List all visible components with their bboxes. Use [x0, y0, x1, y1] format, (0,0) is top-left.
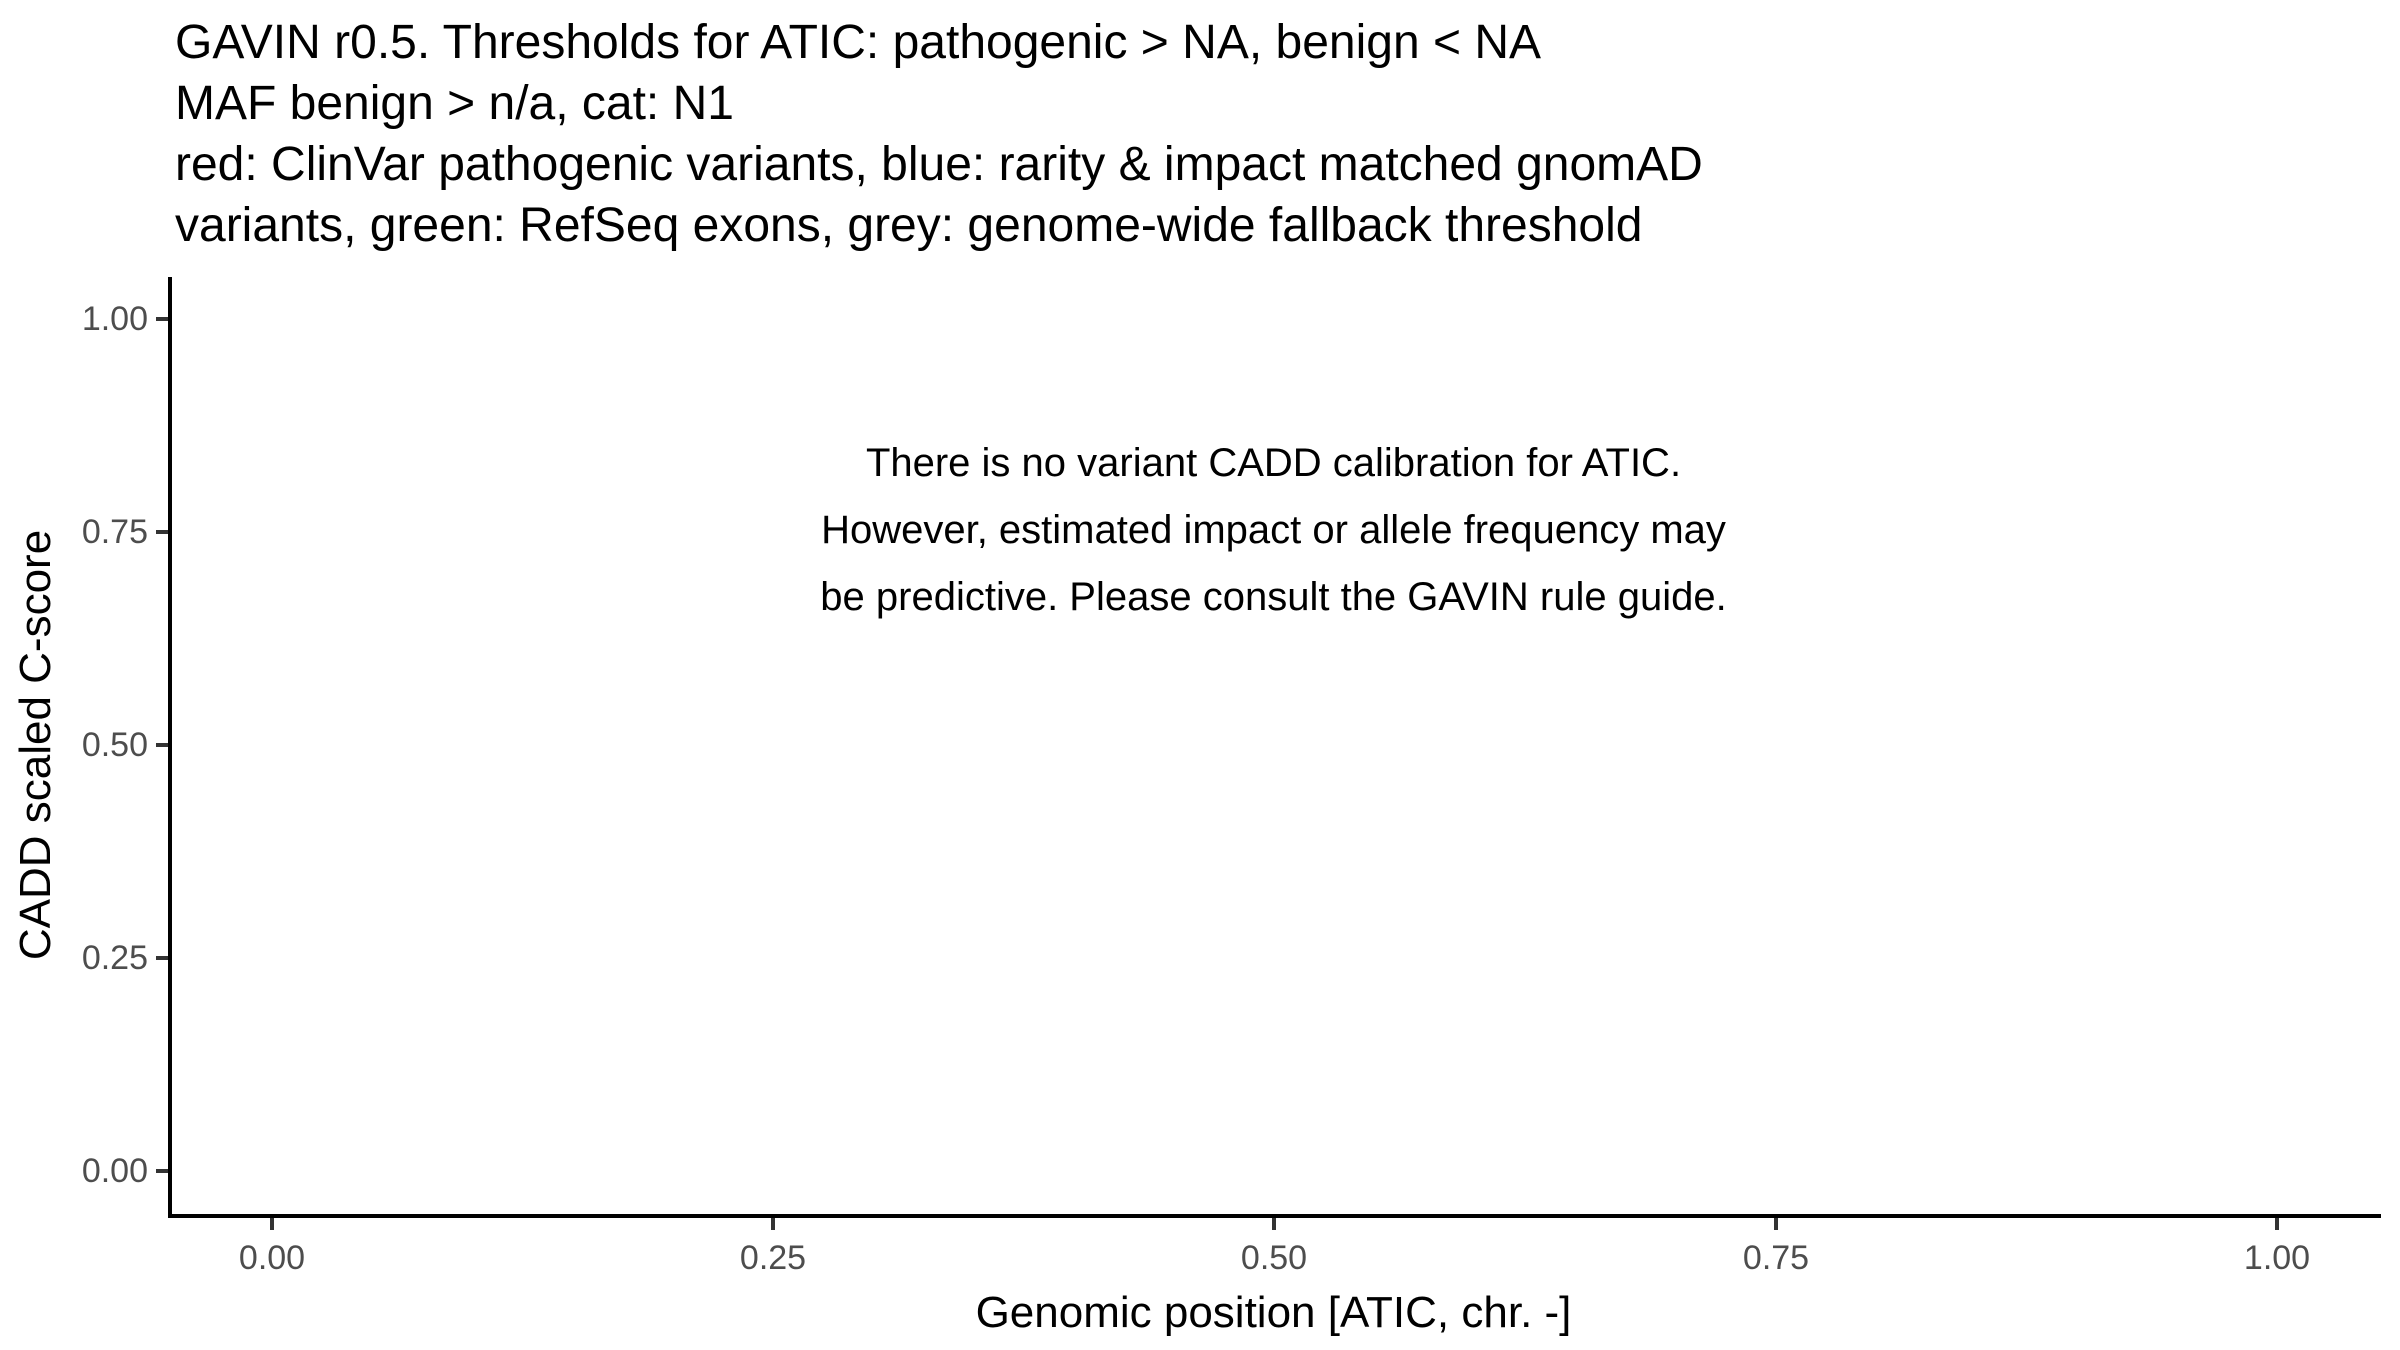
x-tick-mark: [2275, 1218, 2279, 1230]
y-tick-mark: [156, 530, 168, 534]
x-tick-label: 0.50: [1240, 1239, 1308, 1277]
y-axis-line: [168, 277, 172, 1218]
no-calibration-annotation: [170, 430, 2377, 631]
y-tick-mark: [156, 956, 168, 960]
chart-title: [175, 12, 1703, 256]
y-tick-label: 0.25: [81, 939, 148, 977]
y-tick-mark: [156, 317, 168, 321]
chart-title-line-2: MAF benign > n/a, cat: N1: [175, 77, 734, 130]
y-axis-title: CADD scaled C-score: [11, 529, 60, 961]
x-tick-mark: [270, 1218, 274, 1230]
x-tick-mark: [771, 1218, 775, 1230]
x-tick-label: 0.00: [238, 1239, 306, 1277]
chart-title-line-3: red: ClinVar pathogenic variants, blue: rarity & impact matched gnomAD: [175, 138, 1703, 191]
annotation-line-2: However, estimated impact or allele frequency may: [821, 508, 1726, 552]
x-tick-label: 1.00: [2243, 1239, 2311, 1277]
annotation-line-1: There is no variant CADD calibration for ATIC.: [865, 441, 1682, 485]
chart-title-line-4: variants, green: RefSeq exons, grey: genome-wide fallback threshold: [175, 199, 1643, 252]
y-tick-label: 0.00: [81, 1152, 148, 1190]
y-tick-mark: [156, 1169, 168, 1173]
annotation-line-3: be predictive. Please consult the GAVIN rule guide.: [820, 575, 1727, 619]
x-tick-label: 0.75: [1742, 1239, 1810, 1277]
chart-title-line-1: GAVIN r0.5. Thresholds for ATIC: pathogenic > NA, benign < NA: [175, 16, 1542, 69]
y-tick-label: 0.75: [81, 513, 148, 551]
x-tick-label: 0.25: [739, 1239, 807, 1277]
y-tick-mark: [156, 743, 168, 747]
plot-panel: [170, 277, 2377, 1214]
x-tick-mark: [1272, 1218, 1276, 1230]
x-axis-title: Genomic position [ATIC, chr. -]: [975, 1288, 1572, 1337]
y-tick-label: 1.00: [81, 300, 148, 338]
y-tick-label: 0.50: [81, 726, 148, 764]
x-tick-mark: [1774, 1218, 1778, 1230]
